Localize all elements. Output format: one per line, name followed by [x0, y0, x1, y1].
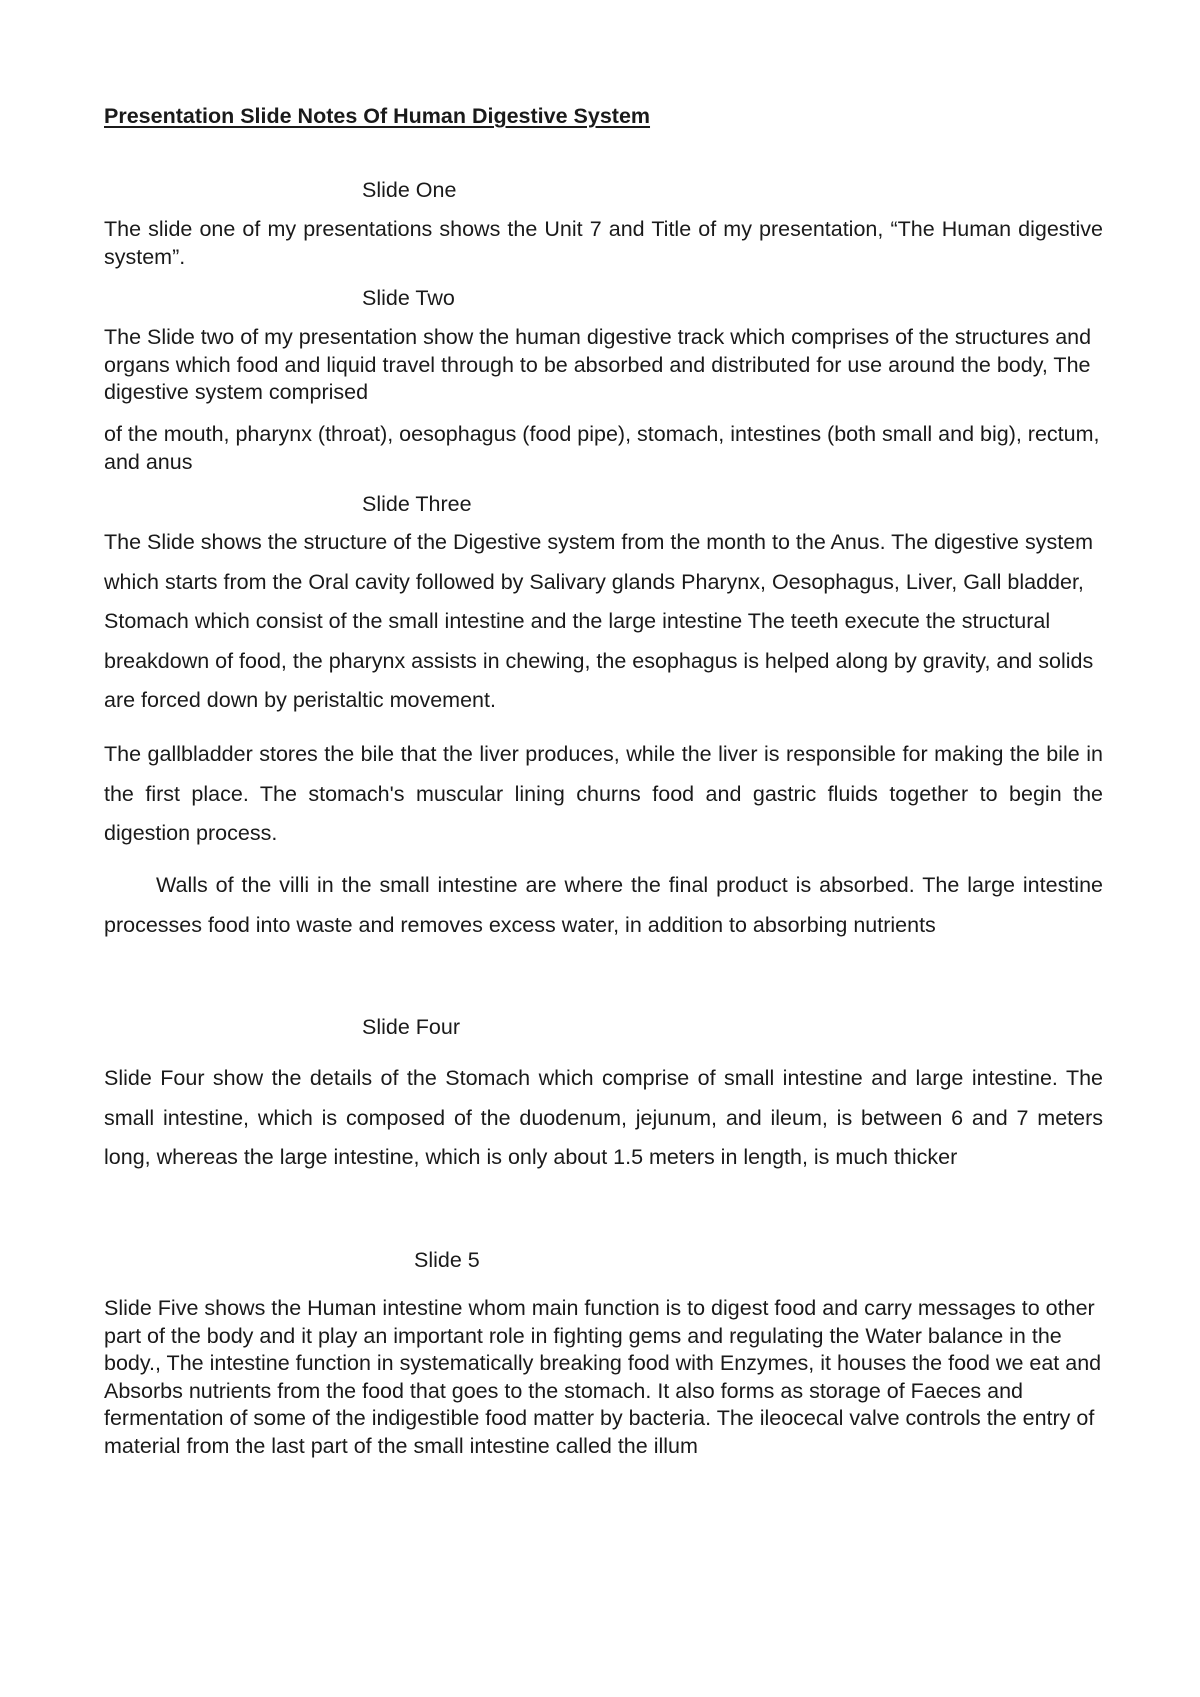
- slide-one-heading: Slide One: [362, 178, 457, 202]
- slide-two-paragraph-1: The Slide two of my presentation show the human digestive track which comprises of the structures and organs which food and liquid travel through to be absorbed and distributed for use around the body, The digestive system comprised: [104, 325, 1092, 404]
- slide-four-heading: Slide Four: [362, 1015, 460, 1039]
- slide-one-paragraph: The slide one of my presentations shows the Unit 7 and Title of my presentation, “The Human digestive system”.: [104, 217, 1103, 269]
- slide-three-paragraph-3: Walls of the villi in the small intestine are where the final product is absorbed. The large intestine processes food into waste and removes excess water, in addition to absorbing nutrients: [104, 873, 1103, 937]
- document-title: Presentation Slide Notes Of Human Digestive System: [104, 104, 651, 128]
- slide-three-heading: Slide Three: [362, 492, 472, 516]
- slide-four-paragraph: Slide Four show the details of the Stomach which comprise of small intestine and large intestine. The small intestine, which is composed of the duodenum, jejunum, and ileum, is between 6 and 7 meters long, whereas the large intestine, which is only about 1.5 meters in length, is much thicker: [104, 1066, 1103, 1169]
- slide-two-paragraph-2: of the mouth, pharynx (throat), oesophagus (food pipe), stomach, intestines (both small and big), rectum, and anus: [104, 422, 1100, 474]
- slide-three-paragraph-1: The Slide shows the structure of the Digestive system from the month to the Anus. The digestive system which starts from the Oral cavity followed by Salivary glands Pharynx, Oesophagus, Liver, Gall bladder, Stomach which consist of the small intestine and the large intestine The teeth execute the structural breakdown of food, the pharynx assists in chewing, the esophagus is helped along by gravity, and solids are forced down by peristaltic movement.: [104, 530, 1094, 712]
- slide-five-paragraph: Slide Five shows the Human intestine whom main function is to digest food and carry messages to other part of the body and it play an important role in fighting gems and regulating the Water balance in the body., The intestine function in systematically breaking food with Enzymes, it houses the food we eat and Absorbs nutrients from the food that goes to the stomach. It also forms as storage of Faeces and fermentation of some of the indigestible food matter by bacteria. The ileocecal valve controls the entry of material from the last part of the small intestine called the illum: [104, 1296, 1102, 1458]
- slide-three-paragraph-2: The gallbladder stores the bile that the liver produces, while the liver is responsible for making the bile in the first place. The stomach's muscular lining churns food and gastric fluids together to begin the digestion process.: [104, 742, 1103, 845]
- slide-two-heading: Slide Two: [362, 286, 455, 310]
- slide-five-heading: Slide 5: [414, 1248, 480, 1272]
